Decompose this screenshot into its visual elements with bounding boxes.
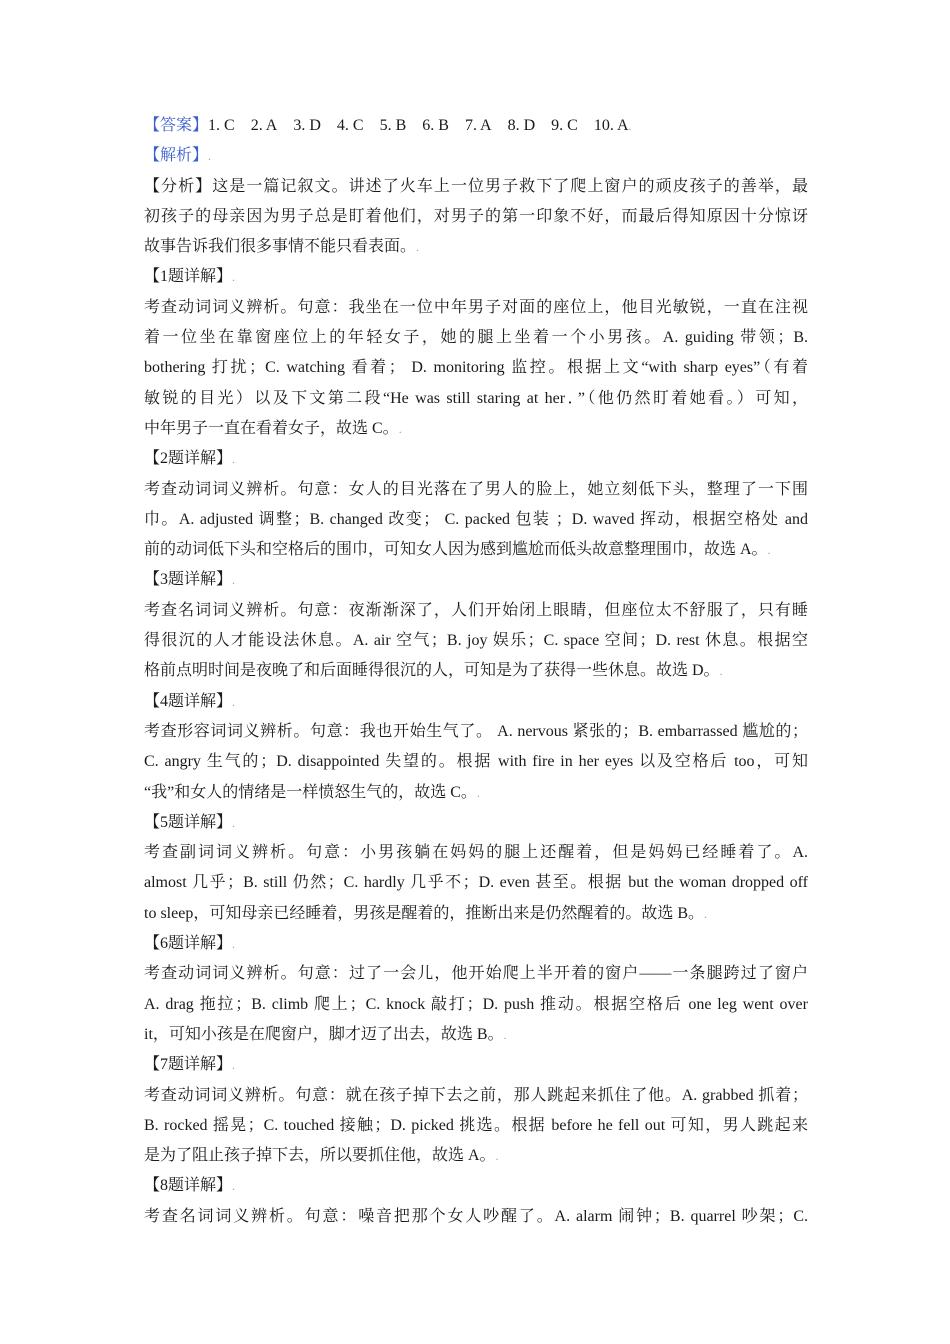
question-line	[144, 1081, 808, 1111]
analysis-heading	[144, 141, 808, 171]
question-heading	[144, 687, 808, 717]
question-line	[144, 353, 808, 383]
question-text: 考查动词词义辨析。句意：女人的目光落在了男人的脸上，她立刻低下头，整理了一下围	[144, 480, 808, 498]
question-line	[144, 414, 808, 444]
question-text: it，可知小孩是在爬窗户，脚才迈了出去，故选 B。	[144, 1025, 504, 1043]
question-line	[144, 990, 808, 1020]
question-heading	[144, 262, 808, 292]
question-text: 考查副词词义辨析。句意：小男孩躺在妈妈的腿上还醒着，但是妈妈已经睡着了。A.	[144, 844, 808, 862]
question-text: 考查名词词义辨析。句意：夜渐渐深了，人们开始闭上眼睛，但座位太不舒服了，只有睡	[144, 601, 808, 619]
question-heading-text: 【5题详解】	[144, 813, 233, 831]
paragraph-mark: .	[232, 1058, 236, 1073]
paragraph-mark: .	[767, 543, 771, 558]
paragraph-mark: .	[503, 1027, 507, 1042]
question-text: 考查名词词义辨析。句意：噪音把那个女人吵醒了。A. alarm 闹钟；B. quarrel 吵架；C.	[144, 1207, 808, 1225]
paragraph-mark: .	[232, 573, 236, 588]
question-line	[144, 475, 808, 505]
question-heading	[144, 444, 808, 474]
answer-item: 6. B	[422, 117, 449, 134]
question-text: 考查动词词义辨析。句意：就在孩子掉下去之前，那人跳起来抓住了他。A. grabbed 抓着；	[144, 1086, 808, 1104]
question-text: almost 几乎；B. still 仍然；C. hardly 几乎不；D. even 甚至。根据 but the woman dropped off	[144, 874, 808, 892]
question-text: 格前点明时间是夜晚了和后面睡得很沉的人，可知是为了获得一些休息。故选 D。	[144, 662, 720, 680]
answer-item: 2. A	[250, 117, 278, 134]
paragraph-mark: .	[719, 664, 723, 679]
document-content	[144, 111, 808, 1232]
question-heading-text: 【6题详解】	[144, 935, 233, 953]
question-text: C. angry 生气的；D. disappointed 失望的。根据 with fire in her eyes 以及空格后 too，可知	[144, 753, 808, 771]
question-heading-text: 【4题详解】	[144, 692, 233, 710]
paragraph-mark: .	[232, 452, 236, 467]
question-text: bothering 打扰；C. watching 看着； D. monitoring 监控。根据上文“with sharp eyes”（有着	[144, 359, 808, 377]
question-text: 前的动词低下头和空格后的围巾，可知女人因为感到尴尬而低头故意整理围巾，故选 A。	[144, 541, 768, 559]
fenxi-label: 【分析】	[144, 177, 213, 195]
question-line	[144, 656, 808, 686]
question-text: 中年男子一直在看着女子，故选 C。	[144, 419, 399, 437]
question-line	[144, 838, 808, 868]
question-line	[144, 1111, 808, 1141]
question-line	[144, 1202, 808, 1232]
fenxi-line	[144, 172, 808, 202]
question-heading	[144, 1050, 808, 1080]
answer-item: 10. A	[593, 117, 629, 134]
question-line	[144, 959, 808, 989]
paragraph-mark: .	[704, 906, 707, 921]
paragraph-mark: .	[495, 1149, 499, 1164]
question-text: B. rocked 摇晃；C. touched 接触；D. picked 挑选。根据 before he fell out 可知，男人跳起来	[144, 1116, 808, 1134]
question-text: 是为了阻止孩子掉下去，所以要抓住他，故选 A。	[144, 1147, 496, 1165]
paragraph-mark: .	[476, 785, 480, 800]
paragraph-mark: .	[232, 270, 236, 285]
question-text: 巾。A. adjusted 调整；B. changed 改变； C. packed 包装 ；D. waved 挥动，根据空格处 and	[144, 510, 808, 528]
question-text: A. drag 拖拉；B. climb 爬上；C. knock 敲打；D. push 推动。根据空格后 one leg went over	[144, 995, 808, 1013]
question-line	[144, 899, 808, 929]
answer-item: 9. C	[551, 117, 578, 134]
paragraph-mark: .	[232, 937, 236, 952]
question-heading-text: 【8题详解】	[144, 1177, 233, 1195]
fenxi-line	[144, 202, 808, 232]
question-text: “我”和女人的情绪是一样愤怒生气的，故选 C。	[144, 783, 477, 801]
question-text: 考查动词词义辨析。句意：我坐在一位中年男子对面的座位上，他目光敏锐，一直在注视	[144, 298, 808, 316]
paragraph-mark: .	[232, 694, 236, 709]
question-heading	[144, 565, 808, 595]
question-line	[144, 1141, 808, 1171]
answer-item: 1. C	[208, 117, 235, 134]
question-heading	[144, 808, 808, 838]
question-heading-text: 【3题详解】	[144, 571, 233, 589]
answer-item: 5. B	[379, 117, 407, 134]
question-text: 得很沉的人才能设法休息。A. air 空气；B. joy 娱乐；C. space 空间；D. rest 休息。根据空	[144, 632, 808, 650]
question-heading	[144, 1171, 808, 1201]
question-line	[144, 868, 808, 898]
question-text: 敏锐的目光）以及下文第二段“He was still staring at her．”（他仍然盯着她看。）可知，	[144, 389, 808, 407]
answer-item: 7. A	[464, 117, 492, 134]
question-heading-text: 【2题详解】	[144, 450, 233, 468]
question-line	[144, 535, 808, 565]
question-line	[144, 1020, 808, 1050]
answer-label: 【答案】	[144, 117, 209, 134]
question-line	[144, 596, 808, 626]
paragraph-mark: .	[208, 149, 212, 164]
question-text: 着一位坐在靠窗座位上的年轻女子，她的腿上坐着一个小男孩。A. guiding 带领；B.	[144, 329, 808, 347]
question-text: 考查动词词义辨析。句意：过了一会儿，他开始爬上半开着的窗户——一条腿跨过了窗户	[144, 965, 808, 983]
answer-line	[144, 111, 808, 141]
question-line	[144, 505, 808, 535]
answer-item: 8. D	[507, 117, 536, 134]
answer-item: 4. C	[336, 117, 364, 134]
fenxi-text: 故事告诉我们很多事情不能只看表面。	[144, 238, 417, 256]
fenxi-text: 初孩子的母亲因为男子总是盯着他们，对男子的第一印象不好，而最后得知原因十分惊讶	[144, 207, 808, 225]
fenxi-line	[144, 232, 808, 262]
answer-item: 3. D	[293, 117, 321, 134]
question-heading-text: 【7题详解】	[144, 1056, 233, 1074]
question-line	[144, 717, 808, 747]
paragraph-mark: .	[232, 815, 236, 830]
question-heading-text: 【1题详解】	[144, 268, 233, 286]
question-heading	[144, 929, 808, 959]
question-text: to sleep，可知母亲已经睡着，男孩是醒着的，推断出来是仍然醒着的。故选 B。	[144, 904, 704, 922]
question-line	[144, 747, 808, 777]
question-text: 考查形容词词义辨析。句意：我也开始生气了。 A. nervous 紧张的；B. embarrassed 尴尬的；	[144, 722, 808, 740]
question-line	[144, 778, 808, 808]
question-line	[144, 384, 808, 414]
analysis-label: 【解析】	[144, 147, 209, 165]
question-line	[144, 626, 808, 656]
fenxi-text: 这是一篇记叙文。讲述了火车上一位男子救下了爬上窗户的顽皮孩子的善举，最	[212, 177, 808, 195]
paragraph-mark: .	[398, 421, 402, 436]
paragraph-mark: .	[232, 1179, 236, 1194]
paragraph-mark: .	[416, 240, 420, 255]
paragraph-mark: .	[628, 119, 632, 133]
question-line	[144, 323, 808, 353]
question-line	[144, 293, 808, 323]
